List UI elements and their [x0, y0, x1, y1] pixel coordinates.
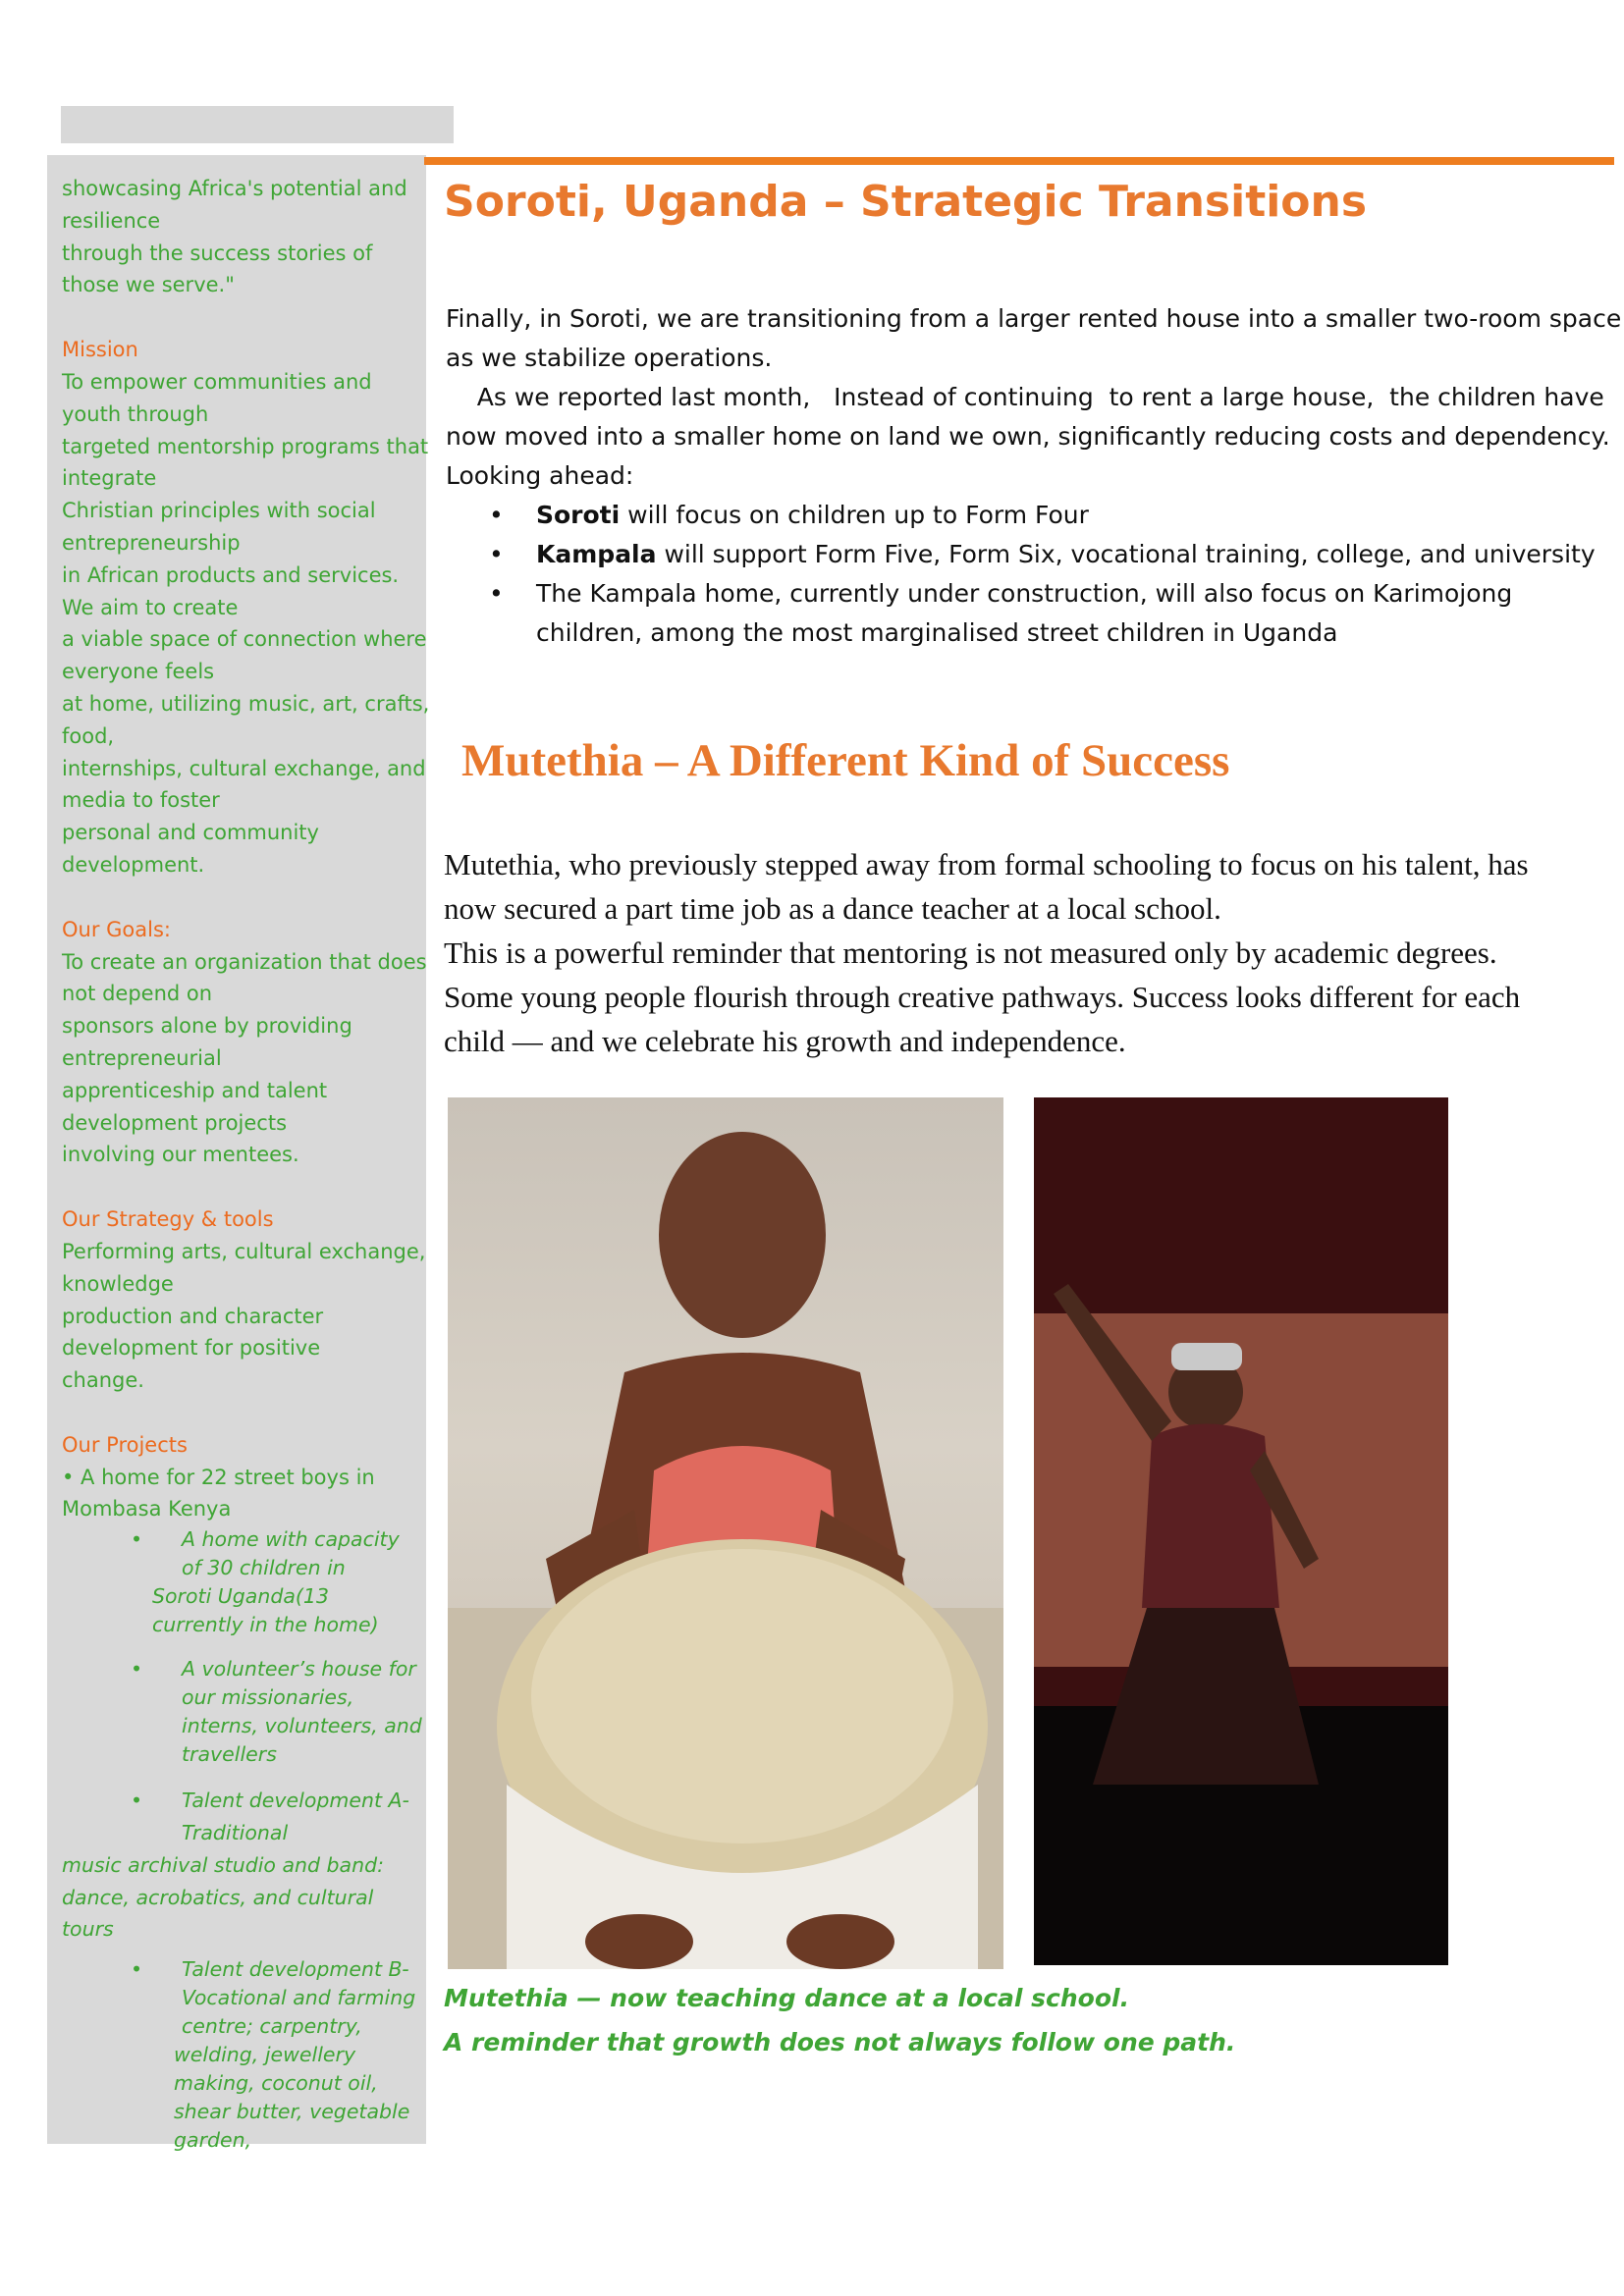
list-item-bold: Kampala: [536, 540, 657, 568]
project-sub-line: making, coconut oil,: [174, 2071, 378, 2096]
goals-line: development projects: [62, 1110, 288, 1135]
photo-dancer-illustration: [1034, 1097, 1448, 1965]
projects-heading: Our Projects: [62, 1432, 188, 1457]
project-sub-line: Talent development B-: [182, 1957, 409, 1982]
project-sub-line: Vocational and farming: [182, 1986, 416, 2010]
bullet-icon: •: [131, 1957, 143, 1982]
mission-line: personal and community: [62, 821, 319, 845]
photo-boy-illustration: [448, 1097, 1003, 1969]
mutethia-line: Some young people flourish through creative pathways. Success looks different for each: [444, 980, 1521, 1014]
caption-line: A reminder that growth does not always follow one path.: [444, 2028, 1236, 2056]
photo-caption: [444, 1976, 1612, 2064]
intro-line: through the success stories of: [62, 240, 373, 265]
bullet-icon: •: [131, 1789, 143, 1813]
list-item: [446, 535, 1609, 574]
mutethia-line: This is a powerful reminder that mentoring is not measured only by academic degrees.: [444, 935, 1497, 970]
project-sub-line: Traditional: [182, 1821, 289, 1845]
project-sub-1: [62, 1525, 420, 1639]
list-item-text: will focus on children up to Form Four: [620, 501, 1089, 529]
list-item-text: The Kampala home, currently under construction, will also focus on Karimojong: [536, 579, 1513, 608]
soroti-line: as we stabilize operations.: [446, 344, 773, 372]
soroti-line: As we reported last month, Instead of continuing to rent a large house, the children have: [446, 383, 1604, 411]
project-sub-line: Talent development A-: [182, 1789, 409, 1813]
goals-line: To create an organization that does: [62, 949, 427, 974]
mission-line: entrepreneurship: [62, 530, 241, 555]
project-sub-line: interns, volunteers, and: [182, 1714, 422, 1738]
goals-line: entrepreneurial: [62, 1045, 222, 1070]
mission-line: food,: [62, 723, 115, 748]
project-sub-line: dance, acrobatics, and cultural: [62, 1885, 374, 1909]
project-sub-3: [62, 1785, 420, 1946]
project-sub-line: welding, jewellery: [174, 2043, 356, 2067]
project-sub-line: shear butter, vegetable: [174, 2100, 410, 2124]
goals-line: not depend on: [62, 982, 213, 1006]
project-sub-line: of 30 children in: [182, 1556, 346, 1580]
project-sub-line: currently in the home): [152, 1613, 379, 1637]
soroti-line: Finally, in Soroti, we are transitioning from a larger rented house into a smaller two-room space: [446, 304, 1622, 333]
list-item-bold: Soroti: [536, 501, 621, 529]
mission-line: integrate: [62, 466, 157, 491]
intro-line: resilience: [62, 208, 161, 233]
mutethia-line: Mutethia, who previously stepped away from formal schooling to focus on his talent, has: [444, 847, 1529, 881]
soroti-bullet-list: [446, 496, 1609, 653]
goals-line: involving our mentees.: [62, 1143, 299, 1167]
strategy-heading: Our Strategy & tools: [62, 1207, 274, 1232]
intro-block: [62, 173, 420, 301]
mission-line: youth through: [62, 401, 209, 426]
project-sub-2: [62, 1655, 420, 1769]
intro-line: those we serve.": [62, 273, 235, 297]
mission-line: We aim to create: [62, 595, 239, 619]
projects-line: Mombasa Kenya: [62, 1497, 232, 1522]
soroti-line: Looking ahead:: [446, 461, 634, 490]
projects-block: [62, 1429, 420, 2155]
strategy-block: [62, 1203, 426, 1397]
mission-line: a viable space of connection where: [62, 627, 427, 652]
soroti-body: [446, 299, 1622, 653]
goals-heading: Our Goals:: [62, 917, 171, 941]
photo-boy-with-drum: [448, 1097, 1003, 1969]
project-sub-line: tours: [62, 1917, 114, 1942]
strategy-line: change.: [62, 1368, 144, 1393]
strategy-line: Performing arts, cultural exchange,: [62, 1239, 426, 1263]
mission-line: Christian principles with social: [62, 499, 376, 523]
header-bar: [61, 106, 454, 143]
project-sub-line: our missionaries,: [182, 1685, 354, 1710]
mission-line: everyone feels: [62, 660, 215, 684]
mutethia-body: [444, 842, 1617, 1063]
strategy-line: development for positive: [62, 1336, 321, 1361]
mutethia-line: now secured a part time job as a dance teacher at a local school.: [444, 891, 1221, 926]
soroti-heading: Soroti, Uganda – Strategic Transitions: [444, 177, 1368, 227]
list-item: [446, 496, 1609, 535]
mission-line: in African products and services.: [62, 562, 400, 587]
sidebar: [47, 155, 430, 2153]
project-sub-line: travellers: [182, 1742, 277, 1767]
mission-block: [62, 334, 430, 881]
bullet-icon: •: [131, 1527, 143, 1552]
strategy-line: production and character: [62, 1304, 324, 1328]
project-sub-line: A volunteer’s house for: [182, 1657, 416, 1682]
mission-line: media to foster: [62, 788, 220, 813]
list-item-text: children, among the most marginalised street children in Uganda: [536, 618, 1338, 647]
mission-line: targeted mentorship programs that: [62, 434, 429, 458]
mission-line: at home, utilizing music, art, crafts,: [62, 691, 430, 716]
mutethia-line: child — and we celebrate his growth and independence.: [444, 1024, 1126, 1058]
project-sub-line: A home with capacity: [182, 1527, 400, 1552]
project-sub-line: Soroti Uganda(13: [152, 1584, 330, 1609]
mutethia-heading: Mutethia – A Different Kind of Success: [461, 735, 1230, 786]
mission-line: To empower communities and: [62, 369, 372, 394]
strategy-line: knowledge: [62, 1271, 174, 1296]
caption-line: Mutethia — now teaching dance at a local school.: [444, 1984, 1130, 2012]
list-item-text: will support Form Five, Form Six, vocational training, college, and university: [656, 540, 1596, 568]
intro-line: showcasing Africa's potential and: [62, 177, 407, 200]
goals-line: apprenticeship and talent: [62, 1078, 328, 1102]
project-sub-4: [62, 1955, 420, 2155]
goals-block: [62, 914, 427, 1171]
list-item: [446, 574, 1609, 653]
goals-line: sponsors alone by providing: [62, 1014, 352, 1039]
mission-line: internships, cultural exchange, and: [62, 756, 426, 780]
projects-line: • A home for 22 street boys in: [62, 1465, 375, 1489]
photo-dancer-on-stage: [1034, 1097, 1448, 1965]
soroti-line: now moved into a smaller home on land we own, significantly reducing costs and dependency.: [446, 422, 1610, 451]
mission-heading: Mission: [62, 338, 138, 362]
sidebar-content: [62, 173, 430, 2170]
mission-line: development.: [62, 852, 205, 877]
orange-divider: [424, 157, 1614, 165]
project-sub-line: garden,: [174, 2128, 252, 2153]
project-sub-line: centre; carpentry,: [182, 2014, 362, 2039]
project-sub-line: music archival studio and band:: [62, 1852, 385, 1877]
bullet-icon: •: [131, 1657, 143, 1682]
